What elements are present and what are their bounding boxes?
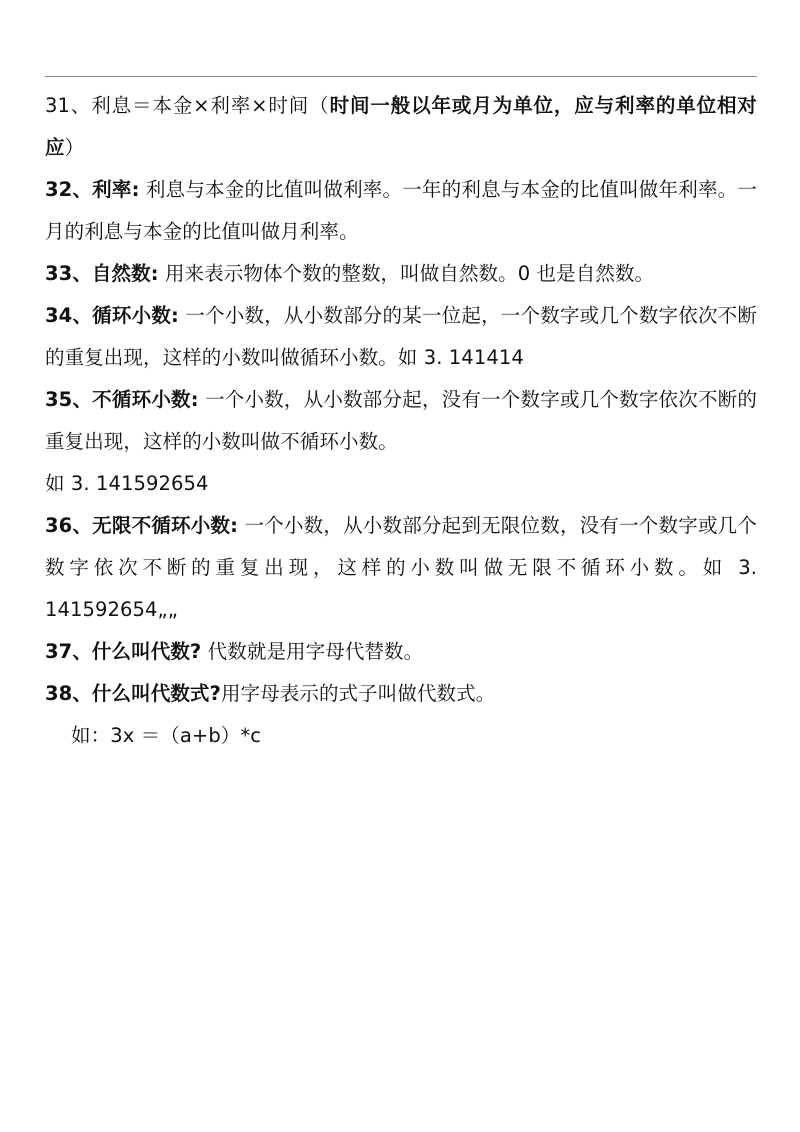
- entry-31-tail: ）: [64, 136, 85, 159]
- entry-37-term: 37、什么叫代数?: [45, 640, 202, 663]
- document-page: [45, 76, 757, 757]
- entry-37: [45, 631, 757, 673]
- entry-31-bold-note: 时间一般以年或月为单位，应与利率的单位相对应: [45, 94, 757, 159]
- entry-38-term: 38、什么叫代数式?: [45, 682, 221, 705]
- entry-38-text: 用字母表示的式子叫做代数式。: [220, 682, 496, 705]
- entry-35-example: 如 3. 141592654: [45, 472, 209, 495]
- entry-37-text: 代数就是用字母代替数。: [201, 640, 424, 663]
- entry-33-text: 用来表示物体个数的整数，叫做自然数。0 也是自然数。: [158, 262, 655, 285]
- entry-33-term: 33、自然数:: [45, 262, 159, 285]
- entry-32-term: 32、利率:: [45, 178, 140, 201]
- entry-33: [45, 253, 757, 295]
- entry-38-example: 如：3x ＝（a+b）*c: [71, 724, 262, 747]
- entry-38: [45, 673, 757, 715]
- entry-36-text: 一个小数，从小数部分起到无限位数，没有一个数字或几个数字依次不断的重复出现，这样的小数叫做无限不循环小数。如 3. 141592654„„: [45, 514, 757, 621]
- entry-31: [45, 85, 757, 169]
- entry-35-term: 35、不循环小数:: [45, 388, 199, 411]
- entry-32: [45, 169, 757, 253]
- entry-31-lead: 31、利息＝本金×利率×时间（: [45, 94, 330, 117]
- entry-32-text: 利息与本金的比值叫做利率。一年的利息与本金的比值叫做年利率。一月的利息与本金的比值叫做月利率。: [45, 178, 757, 243]
- entry-36: [45, 505, 757, 631]
- entry-34-text: 一个小数，从小数部分的某一位起，一个数字或几个数字依次不断的重复出现，这样的小数叫做循环小数。如 3. 141414: [45, 304, 758, 369]
- entry-35: [45, 379, 757, 463]
- entry-34-term: 34、循环小数:: [45, 304, 179, 327]
- entry-36-term: 36、无限不循环小数:: [45, 514, 239, 537]
- entry-35-text: 一个小数，从小数部分起，没有一个数字或几个数字依次不断的重复出现，这样的小数叫做不循环小数。: [45, 388, 757, 453]
- entry-34: [45, 295, 757, 379]
- header-rule: [45, 76, 757, 77]
